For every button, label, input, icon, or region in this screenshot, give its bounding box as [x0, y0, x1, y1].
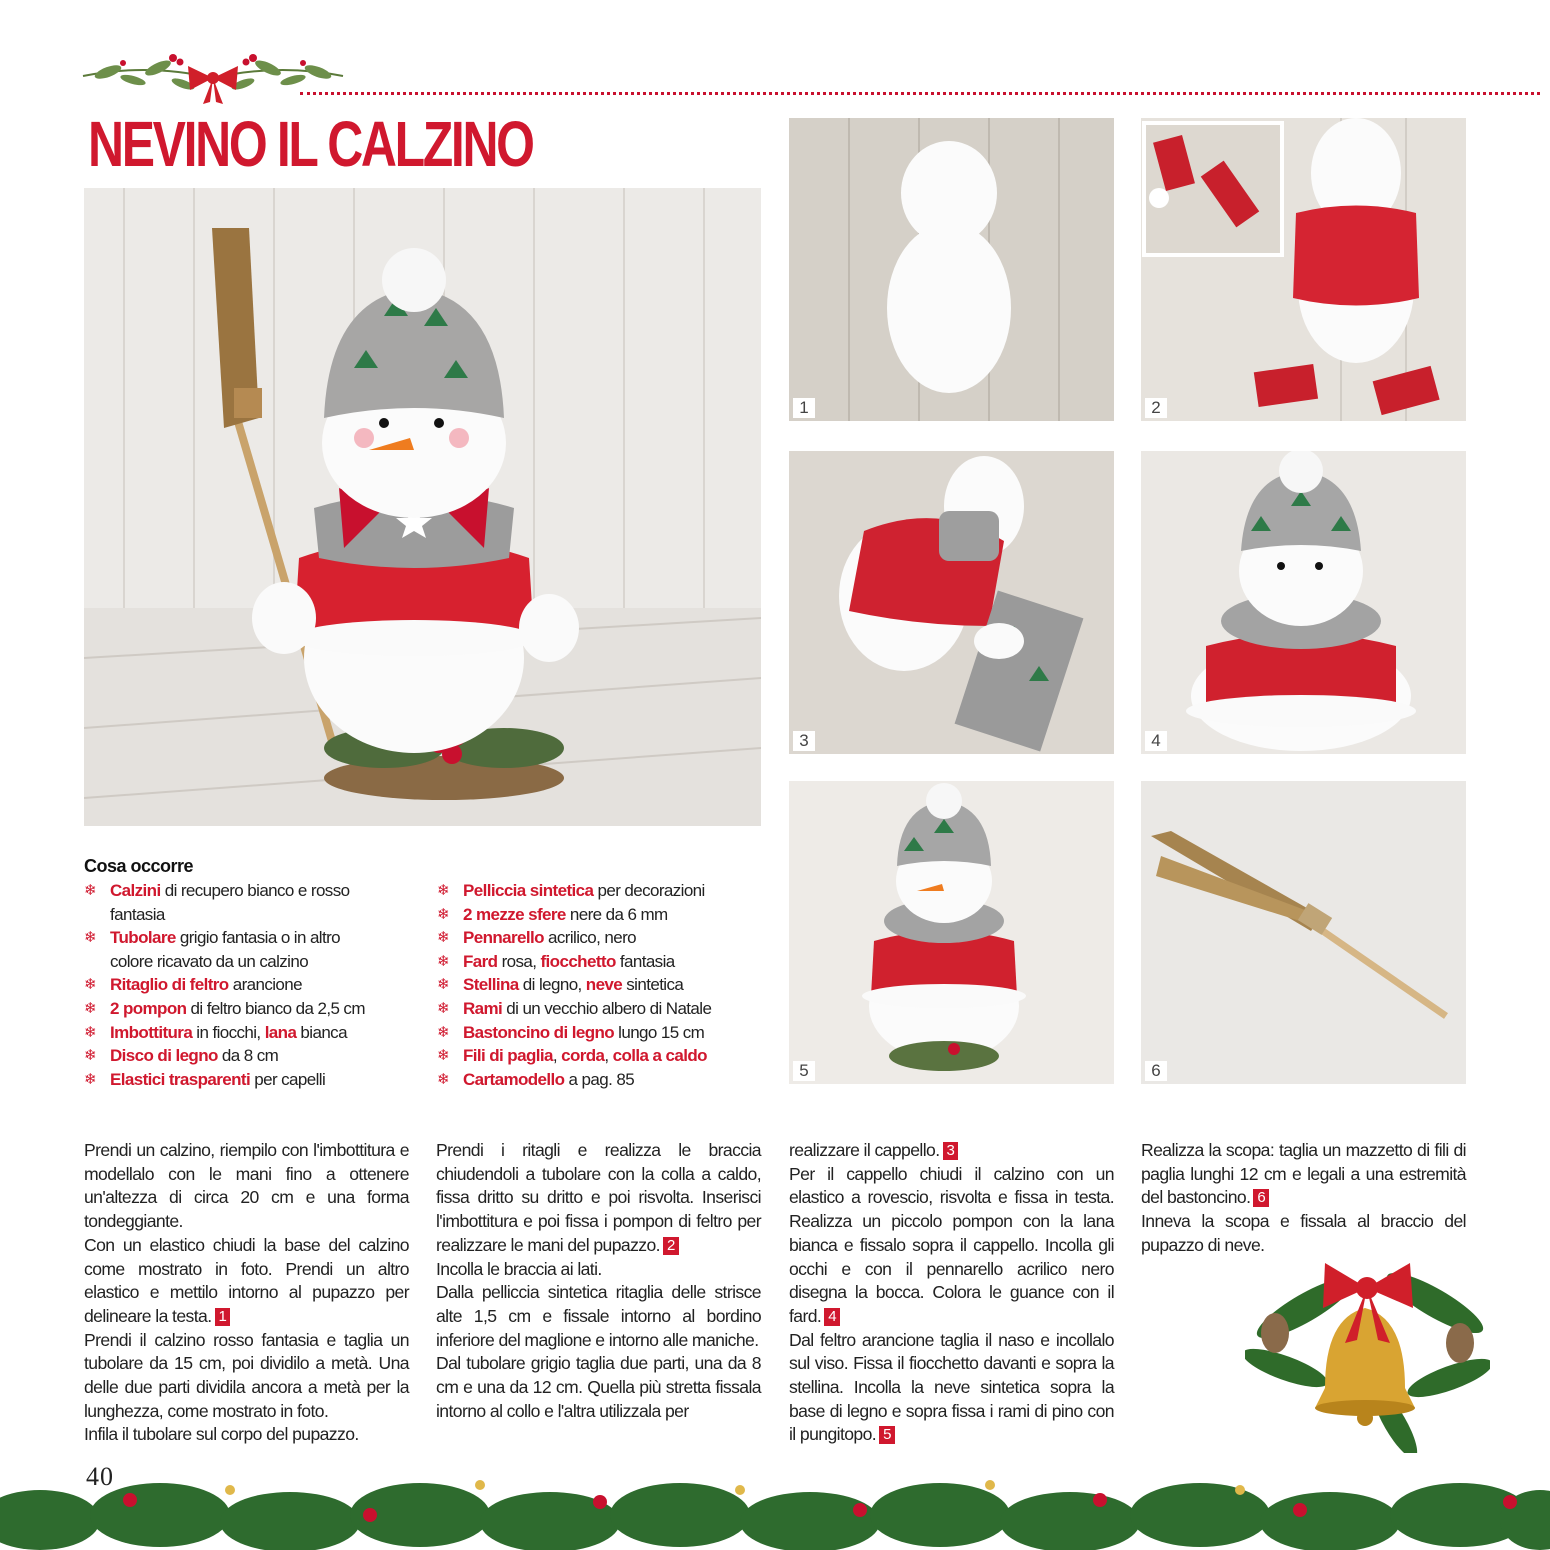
list-item: ❄ Cartamodello a pag. 85 — [437, 1068, 777, 1092]
paragraph: Realizza la scopa: taglia un mazzetto di fili di paglia lunghi 12 cm e legali a una estremità del bastoncino. 6 — [1141, 1140, 1466, 1208]
list-item: ❄ 2 mezze sfere nere da 6 mm — [437, 903, 777, 927]
paragraph: Prendi i ritagli e realizza le braccia chiudendoli a tubolare con la colla a caldo, fissa dritto su dritto e poi risvolta. Inserisci l'imbottitura e poi fissa i pompon di feltro per realizzare le mani del pupazzo. 2 — [436, 1140, 761, 1255]
header-dotted-line — [300, 92, 1540, 95]
pine-garland-footer — [0, 1460, 1550, 1550]
list-item: ❄ Pennarello acrilico, nero — [437, 926, 777, 950]
list-item-cont: fantasia — [110, 904, 165, 924]
page-title: NEVINO IL CALZINO — [88, 108, 533, 180]
step-ref-badge: 4 — [824, 1308, 840, 1326]
paragraph: Infila il tubolare sul corpo del pupazzo. — [84, 1424, 359, 1445]
holly-garland-decoration — [78, 38, 348, 108]
list-item: ❄ Fili di paglia, corda, colla a caldo — [437, 1044, 777, 1068]
paragraph: Dal feltro arancione taglia il naso e incollalo sul viso. Fissa il fiocchetto davanti e sopra la stellina. Incolla la neve sintetica sopra la base di legno e sopra fissa i rami di pino con il pungitopo. 5 — [789, 1329, 1114, 1445]
list-item: ❄ Tubolare grigio fantasia o in altro — [84, 926, 424, 950]
step-number: 2 — [1145, 398, 1167, 418]
step-ref-badge: 5 — [879, 1426, 895, 1444]
list-item: ❄ Calzini di recupero bianco e rosso — [84, 879, 424, 903]
step-number: 3 — [793, 731, 815, 751]
step-ref-badge: 1 — [215, 1308, 231, 1326]
instructions-column-1 — [84, 1139, 409, 1447]
step-photo-3 — [789, 451, 1114, 754]
list-item: ❄ Pelliccia sintetica per decorazioni — [437, 879, 777, 903]
step-photo-5 — [789, 781, 1114, 1084]
list-item: ❄ Elastici trasparenti per capelli — [84, 1068, 424, 1092]
list-item-cont: colore ricavato da un calzino — [110, 951, 309, 971]
step-photo-4 — [1141, 451, 1466, 754]
list-item: ❄ Fard rosa, fiocchetto fantasia — [437, 950, 777, 974]
paragraph: Dalla pelliccia sintetica ritaglia delle strisce alte 1,5 cm e fissale intorno al bordino inferiore del maglione e intorno alle maniche. — [436, 1282, 761, 1350]
step-ref-badge: 2 — [663, 1237, 679, 1255]
list-item: ❄ Stellina di legno, neve sintetica — [437, 973, 777, 997]
paragraph: Prendi un calzino, riempilo con l'imbottitura e modellalo con le mani fino a ottenere un'altezza di circa 20 cm e una forma tondeggiante. — [84, 1140, 409, 1232]
step-number: 5 — [793, 1061, 815, 1081]
step-photo-2 — [1141, 118, 1466, 421]
christmas-bell-ornament — [1245, 1248, 1490, 1453]
step-ref-badge: 6 — [1253, 1189, 1269, 1207]
list-item: ❄ Rami di un vecchio albero di Natale — [437, 997, 777, 1021]
step-photo-1 — [789, 118, 1114, 421]
paragraph: Prendi il calzino rosso fantasia e taglia un tubolare da 15 cm, poi dividilo a metà. Una delle due parti dividila ancora a metà per la lunghezza, come mostrato in foto. — [84, 1329, 409, 1421]
step-photo-6 — [1141, 781, 1466, 1084]
paragraph: Con un elastico chiudi la base del calzino come mostrato in foto. Prendi un altro elastico e mettilo intorno al pupazzo per delineare la testa. 1 — [84, 1234, 409, 1326]
step-number: 4 — [1145, 731, 1167, 751]
step-ref-badge: 3 — [943, 1142, 959, 1160]
paragraph: Incolla le braccia ai lati. — [436, 1258, 602, 1279]
list-item: ❄ Bastoncino di legno lungo 15 cm — [437, 1021, 777, 1045]
paragraph: realizzare il cappello. 3 — [789, 1139, 1114, 1163]
list-item: ❄ Disco di legno da 8 cm — [84, 1044, 424, 1068]
step-number: 6 — [1145, 1061, 1167, 1081]
paragraph: Dal tubolare grigio taglia due parti, una da 8 cm e una da 12 cm. Quella più stretta fissala intorno al collo e l'altra utilizzala per — [436, 1353, 761, 1421]
paragraph: Per il cappello chiudi il calzino con un elastico a rovescio, risvolta e fissa in testa. Realizza un piccolo pompon con la lana bianca e fissalo sopra il cappello. Incolla gli occhi e con il pennarello acrilico nero disegna la bocca. Colora le guance con il fard. 4 — [789, 1163, 1114, 1326]
list-item: ❄ Imbottitura in fiocchi, lana bianca — [84, 1021, 424, 1045]
list-item: ❄ 2 pompon di feltro bianco da 2,5 cm — [84, 997, 424, 1021]
instructions-column-2 — [436, 1139, 761, 1423]
instructions-column-3 — [789, 1139, 1114, 1447]
step-number: 1 — [793, 398, 815, 418]
page-number: 40 — [86, 1462, 114, 1491]
materials-list-right — [437, 879, 777, 1091]
list-item: ❄ Ritaglio di feltro arancione — [84, 973, 424, 997]
instructions-column-4 — [1141, 1139, 1466, 1258]
materials-list-left — [84, 879, 424, 1091]
materials-heading: Cosa occorre — [84, 856, 194, 876]
paragraph: Inneva la scopa e fissala al braccio del pupazzo di neve. — [1141, 1211, 1466, 1255]
main-photo-snowman — [84, 188, 761, 826]
